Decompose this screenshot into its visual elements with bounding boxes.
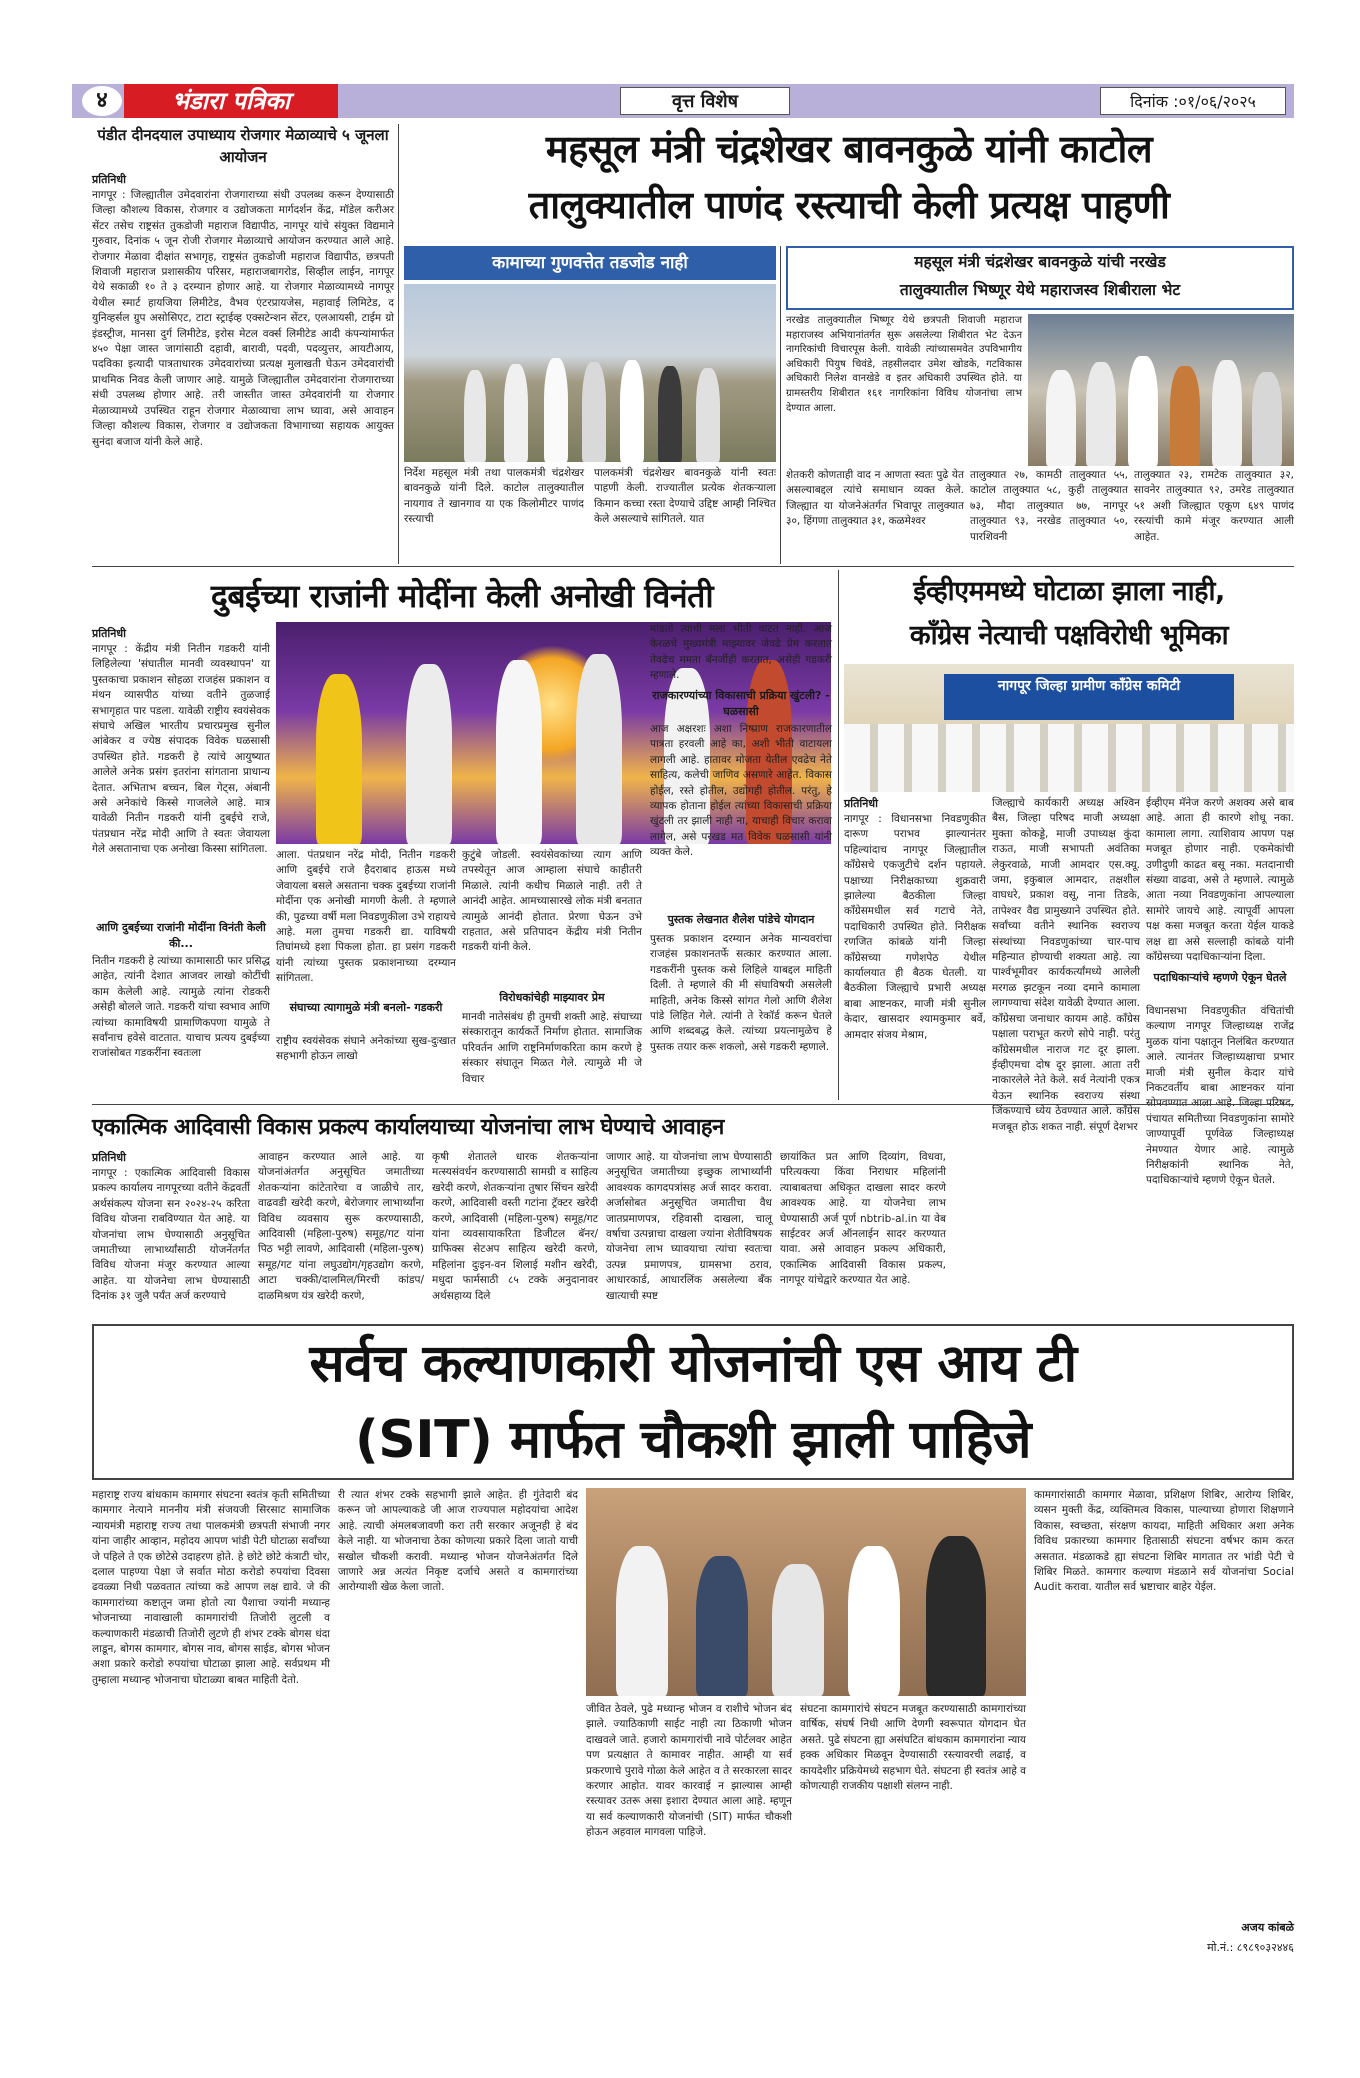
dubai-col1: नागपूर : केंद्रीय मंत्री नितीन गडकरी यांनी लिहिलेल्या 'संघातील मानवी व्यवस्थापन' या पुस्तकाचा प्रकाशन सोहळा राजहंस प्रकाशन व मंथन व्यासपीठ यांच्या वतीने तुळजाई सभागृहात पार पडला. यावेळी राष्ट्रीय स्वयंसेवक संघाचे अखिल भारतीय प्रचारप्रमुख सुनील आंबेकर व ज्येष्ठ संपादक विवेक घळसासी उपस्थित होते. गडकरी हे त्यांचे आयुष्यात आलेले अनेक प्रसंग इतरांना सांगताना प्राधान्य देतात. अभिताभ बच्चन, बिल गेट्स, अंबानी असे अनेकांचे किस्से गाजलेले आहे. मात्र यावेळी नितीन गडकरी यांनी दुबईचे राजे, पंतप्रधान नरेंद्र मोदी आणि ते स्वतः जेवायला गेले असतानाचा एक अनोखा किस्सा सांगितला. [92,643,270,856]
sit-mobile: मो.नं.: ८९८९०३२४४६ [1207,1941,1294,1954]
evm-col3: ईव्हीएम मॅनेज करणे अशक्य असे बाब आहे. आता ही कारणे शोधू नका. कामाला लागा. त्याशिवाय आपण पक्ष मजबूत होणार नाही. एकमेकांची उणीदुणी काढत बसू नका. मतदानाची संख्या वाढवा, असे ते म्हणाले. त्यामुळे आता नव्या निवडणुकांना आपल्याला सामोरे जायचे आहे. त्यापूर्वी आपला पक्ष कसा मजबूत करता येईल याकडे लक्ष द्या असे सल्लाही कांबळे यांनी काँग्रेसच्या पदाधिकाऱ्यांना दिला. [1146,797,1294,964]
tribal-col5: छायांकित प्रत आणि दिव्यांग, विधवा, परित्यक्त्या किंवा निराधार महिलांनी त्याबाबतचा अधिकृत दाखला सादर करणे आवश्यक आहे. या योजनेचा लाभ घेण्यासाठी अर्ज पूर्ण nbtrib-al.in या वेब साईटवर अर्ज ऑनलाईन सादर करण्यात यावा. असे आवाहन प्रकल्प अधिकारी, एकात्मिक आदिवासी विकास प्रकल्प, नागपूर यांचेद्वारे करण्यात येत आहे. [780,1151,946,1287]
sit-headline-box [92,1324,1294,1480]
sit-signature: अजय कांबळे [1241,1921,1294,1934]
job-fair-byline: प्रतिनिधी [92,173,126,186]
sit-col5: कामगारांसाठी कामगार मेळावा, प्रशिक्षण शिबिर, आरोग्य शिबिर, व्यसन मुक्ती केंद्र, व्यक्तिमत्व विकास, पाल्याच्या होणारा शिक्षणाने विकास, स्वच्छता, संरक्षण कायदा, माहिती अधिकार अशा अनेक विविध प्रकारच्या कामगार हितासाठी संघटना वर्षभर काम करत असतात. मंडळाकडे ह्या संघटना शिबिर मागतात तर भांडी पेटी चे शिबिर मिळते. कामगार कल्याण मंडळाने सर्व योजनांचा Social Audit करावा. यातील सर्व भ्रष्टाचार बाहेर येईल. [1034,1489,1294,1594]
tribal-col1: नागपूर : एकात्मिक आदिवासी विकास प्रकल्प कार्यालय नागपूरच्या वतीने केंद्रवर्ती अर्थसंकल्प योजना सन २०२४-२५ करिता विविध योजना राबविण्यात येत आहे. या योजनांचा लाभ घेण्यासाठी अनुसूचित जमातीच्या लाभार्थ्यांसाठी योजनेंतर्गत विविध योजना मंजूर करण्यात आल्या आहेत. या योजनेचा लाभ घेण्यासाठी दिनांक ३१ जुलै पर्यंत अर्ज करण्याचे [92,1167,250,1303]
dubai-headline: दुबईच्या राजांनी मोदींना केली अनोखी विनंती [210,577,714,615]
tribal-col3: कृषी शेतातले धारक शेतकऱ्यांना मत्स्यसंवर्धन करण्यासाठी सामग्री व साहित्य खरेदी करणे, शेतकऱ्यांना तुषार सिंचन खरेदी करणे, आदिवासी वस्ती गटांना ट्रॅक्टर खरेदी करणे, आदिवासी (महिला-पुरुष) समूह/गट यांना व्यवसायाकरिता डिजीटल बॅनर/ग्राफिक्स सेटअप साहित्य खरेदी करणे, महिलांना दुःइन-वन शिलाई मशीन खरेदी, मधुदा फार्मसाठी ८५ टक्के अनुदानावर अर्थसहाय्य दिले [432,1151,598,1302]
evm-photo-banner: नागपूर जिल्हा ग्रामीण काँग्रेस कमिटी [944,674,1234,720]
job-fair-headline: पंडीत दीनदयाल उपाध्याय रोजगार मेळाव्याचे ५ जूनला आयोजन [97,126,389,166]
dubai-col2: आला. पंतप्रधान नरेंद्र मोदी, नितीन गडकरी आणि दुबईचे राजे हैदराबाद हाऊस मध्ये जेवायला बसले असताना चक्क दुबईच्या राजांनी मोदींना एक अनोखी मागणी केली. ते म्हणाले की, पुढच्या वर्षी मला निवडणुकीला उभे राहायचे आहे. मला तुमचा गडकरी द्या. याविषयी तिघांमध्ये हशा पिकला होता. हा प्रसंग गडकरी यांनी त्यांच्या पुस्तक प्रकाशनाच्या दरम्यान सांगितला. [276,849,456,985]
dubai-sub3: विरोधकांचेही माझ्यावर प्रेम [499,991,605,1004]
column-divider [398,124,399,564]
page-number: ४ [82,86,122,116]
evm-col3b: विधानसभा निवडणुकीत वंचितांची कल्याण नागपूर जिल्हाध्यक्ष राजेंद्र मुळक यांना पक्षातून निलंबित करण्यात आले. त्यानंतर जिल्हाध्यक्षाचा प्रभार माजी मंत्री सुनील केदार यांचे निकटवर्तीय बाबा आष्टनकर यांना सोपवण्यात आला आहे. जिल्हा परिषद, पंचायत समितीच्या निवडणुकांना सामोरे जाण्यापूर्वी पूर्णवेळ जिल्हाध्यक्ष नेमण्यात येणार आहे. त्यामुळे निरीक्षकांनी स्थानिक नेते, पदाधिकाऱ्यांचे म्हणणे ऐकून घेतले. [1146,1005,1294,1187]
section-label: वृत्त विशेष [620,87,790,115]
dubai-byline: प्रतिनिधी [92,627,126,640]
evm-byline: प्रतिनिधी [844,797,878,810]
tribal-headline: एकात्मिक आदिवासी विकास प्रकल्प कार्यालयाच्या योजनांचा लाभ घेण्याचे आवाहन [92,1115,724,1140]
narkhed-headline-line1: महसूल मंत्री चंद्रशेखर बावनकुळे यांची नरखेड [914,253,1166,271]
katol-caption: निर्देश महसूल मंत्री तथा पालकमंत्री चंद्रशेखर बावनकुळे यांनी दिले. काटोल तालुक्यातील नायगाव ते खानगाव या एक किलोमीटर पाणंद रस्त्याची [404,467,584,526]
dubai-col3b: मानवी नातेसंबंध ही तुमची शक्ती आहे. संघाच्या संस्कारातून कार्यकर्ते निर्माण होतात. सामाजिक परिवर्तन आणि राष्ट्रनिर्माणकरिता काम करणे हे संस्कार संघातून मिळत गेले. त्यामुळे मी जे विचार [462,1011,642,1085]
sit-col3: जीवित ठेवले, पुढे मध्यान्ह भोजन व राशीचे भोजन बंद झाले. ज्याठिकाणी साईट नाही त्या ठिकाणी भोजन दाखवले जाते. हजारो कामगारांची नावे पोर्टलवर आहेत पण प्रत्यक्षात ते कामावर नाहीत. आम्ही या सर्व प्रकरणाचे पुरावे गोळा केले आहेत व ते सरकारला सादर करणार आहोत. यावर कारवाई न झाल्यास आम्ही रस्त्यावर उतरू असा इशारा देण्यात आला आहे. म्हणून या सर्व कल्याणकारी योजनांची (SIT) मार्फत चौकशी होऊन अहवाल मागवला पाहिजे. [586,1703,792,1839]
section-divider [92,566,1294,567]
dubai-col3: कुटुंबे जोडली. स्वयंसेवकांच्या त्याग आणि तपस्येतून आज आम्हाला संघाचे काहीतरी मिळाले. त्यांनी कधीच मिळाले नाही. तरी ते आनंदी आहेत. आमच्यासारखे लोक मंत्री बनतात त्यामुळे आनंदी होतात. प्रेरणा घेऊन उभे राहतात, असे प्रतिपादन केंद्रीय मंत्री नितीन गडकरी यांनी केले. [462,849,642,954]
dubai-sub1: आणि दुबईच्या राजांनी मोदींना विनंती केली की... [96,921,266,950]
katol-photo [404,284,776,462]
dubai-col2b: राष्ट्रीय स्वयंसेवक संघाने अनेकांच्या सुख-दुःखात सहभागी होऊन लाखो [276,1035,456,1063]
narkhed-photo [1028,314,1294,466]
narkhed-col-c: तालुक्यात २३, रामटेक तालुक्यात ३२, सावनेर तालुक्यात ९२, उमरेड तालुक्यात ५१ अशी जिल्ह्यात एकूण ६४९ पाणंद रस्त्यांची कामे मंजूर करण्यात आली आहेत. [1134,469,1294,543]
dubai-sub5: पुस्तक लेखनात शैलेश पांडेचे योगदान [667,913,815,926]
narkhed-headline-line2: तालुक्यातील भिष्णूर येथे महाराजस्व शिबीराला भेट [899,281,1181,299]
narkhed-headline-box [786,246,1294,310]
column-divider [838,570,839,1100]
section-divider [92,1104,1294,1105]
job-fair-body: नागपूर : जिल्ह्यातील उमेदवारांना रोजगाराच्या संधी उपलब्ध करून देण्यासाठी जिल्हा कौशल्य विकास, रोजगार व उद्योजकता मार्गदर्शन केंद्र, मॉडेल करीअर सेंटर तसेच राष्ट्रसंत तुकडोजी महाराज विद्यापीठ, नागपूर यांचे संयुक्त विद्यमाने गुरुवार, दिनांक ५ जून रोजी रोजगार मेळाव्याचे आयोजन करण्यात आले आहे. रोजगार मेळावा दीक्षांत सभागृह, राष्ट्रसंत तुकडोजी महाराज विद्यापीठ, छत्रपती शिवाजी महाराज प्रशासकीय परिसर, महाराजबागरोड, सिव्हील लाईन, नागपूर येथे सकाळी १० ते ३ दरम्यान होणार आहे. या रोजगार मेळाव्यामध्ये नागपूर येथील स्मार्ट हायजिया लिमीटेड, वैभव एंटरप्रायजेस, महावाई लिमिटेड, द युनिव्हर्सल ग्रुप असोसिएट, टाटा स्ट्राईव्ह एक्सटेन्शन सेंटर, एलआयसी, टाईम ग्रो इंडस्ट्रीज, मानसा दुर्ग लिमीटेड, इरोस मेटल वर्क्स लिमीटेड आदी कंपन्यांमार्फत ४५० पेक्षा जास्त जागांसाठी दहावी, बारावी, पदवी, पदव्युत्तर, आयटीआय, पदविका इत्यादी पात्रताधारक उमेदवारांच्या प्रत्यक्ष मुलाखती घेऊन उमेदवारांची प्राथमिक निवड केली जाणार आहे. यामुळे जिल्ह्यातील उमेदवारांना रोजगाराच्या संधी उपलब्ध होणार आहे. तरी जास्तीत जास्त उमेदवारांनी या रोजगार मेळाव्यामध्ये उपस्थित राहून रोजगार मेळाव्याचा लाभ घ्यावा, असे आवाहन जिल्हा कौशल्य विकास, रोजगार व उद्योजकता विभागाच्या सहायक आयुक्त सुनंदा बजाज यांनी केले आहे. [92,189,394,448]
narkhed-body: नरखेड तालुक्यातील भिष्णूर येथे छत्रपती शिवाजी महाराज महाराजस्व अभियानांतर्गत सुरू असलेल्या शिबीरात भेट देऊन नागरिकांची विचारपूस केली. यावेळी त्यांच्यासमवेत उपविभागीय अधिकारी पियुष चिवंडे, तहसीलदार उमेश खोडके, गटविकास अधिकारी निलेश वानखेडे व इतर अधिकारी उपस्थित होते. या ग्रामस्तरीय शिबीरात १६१ नागरिकांना विविध योजनांचा लाभ देण्यात आला. [786,315,1022,414]
evm-headline-line2: काँग्रेस नेत्याची पक्षविरोधी भूमिका [909,620,1229,651]
sit-col2: री त्यात शंभर टक्के सहभागी झाले आहेत. ही गुंतेदारी बंद करून जो आपल्याकडे जी आज राज्यपाल महोदयांचा आदेश आहे. त्याची अंमलबजावणी करा तरी सरकार अजूनही हे बंद केले नाही. या भोजनाचा ठेका कोणत्या प्रकारे दिला जातो याची सखोल चौकशी करावी. मध्यान्ह भोजन योजनेअंतर्गत दिले जाणारे अन्न अत्यंत निकृष्ट दर्जाचे असते व कामगारांच्या आरोग्याशी खेळ केला जातो. [338,1489,578,1594]
dubai-col4c: पुस्तक प्रकाशन दरम्यान अनेक मान्यवरांचा राजहंस प्रकाशनतर्फे सत्कार करण्यात आला. गडकरींनी पुस्तक कसे लिहिले याबद्दल माहिती दिली. ते म्हणाले की मी संघाविषयी असलेली माहिती, अनेक किस्से सांगत गेलो आणि शैलेश पांडे लिहित गेले. त्यांनी ते रेकॉर्ड करून घेतले आणि शब्दबद्ध केले. त्यांच्या प्रयत्नामुळेच हे पुस्तक तयार करू शकलो, असे गडकरी म्हणाले. [650,933,832,1053]
issue-date: दिनांक :०१/०६/२०२५ [1100,87,1286,115]
dubai-col4b: आज अक्षरशः अशा निष्प्राण राजकारणातील पात्रता हरवली आहे का, अशी भीती वाटायला लागली आहे. हातावर मोजता येतील एवढेच नेते साहित्य, कलेची जाणिव असणारे आहेत. विकास होईल, रस्ते होतील, उद्योगही होतील. परंतु, हे व्यापक होताना होईल त्यांच्या विकासाची प्रक्रिया खुंटली तर झाली नाही ना, याचाही विचार करावा लागेल, असे परखड मत विवेक घळसासी यांनी व्यक्त केले. [650,723,832,859]
dubai-col1b: नितीन गडकरी हे त्यांच्या कामासाठी फार प्रसिद्ध आहेत, त्यांनी देशात आजवर लाखो कोटींची काम केलेली आहे. त्यामुळे त्यांना रोडकरी असेही बोलले जाते. गडकरी यांचा स्वभाव आणि त्यांच्या कामाविषयी प्रामाणिकपणा यामुळे ते सर्वांनाच हवेसे वाटतात. याचाच प्रत्यय दुबईच्या राजांसोबत गडकरींना स्वतःला [92,955,270,1060]
paper-name: भंडारा पत्रिका [124,84,338,118]
katol-headline-line1: महसूल मंत्री चंद्रशेखर बावनकुळे यांनी काटोल [545,127,1153,171]
narkhed-col-b: तालुक्यात २७, कामठी तालुक्यात ५५, काटोल तालुक्यात ५८, कुही तालुक्यात ७३, मौदा तालुक्यात ७७, नागपूर तालुक्यात ९३, नरखेड तालुक्यात ५०, पारशिवनी [970,469,1128,543]
katol-subhead: कामाच्या गुणवत्तेत तडजोड नाही [404,246,776,280]
sit-col1: महाराष्ट्र राज्य बांधकाम कामगार संघटना स्वतंत्र कृती समितीच्या कामगार नेत्याने माननीय मंत्री संजयजी सिरसाट सामाजिक न्यायमंत्री महाराष्ट्र राज्य तथा पालकमंत्री छत्रपती संभाजी नगर यांना जाहीर आव्हान, महोदय आपण भांडी पेटी घोटाळा सर्वांच्या जे पहिले ते एक छोटेसे उदाहरण होते. हे छोटे छोटे कंत्राटी चोर, दलाल पाहण्या पेक्षा जे सर्वात मोठा करोडो रुपयांचा दिवसा ढवळ्या निधी पळवतात त्यांच्या कडे आपण लक्ष द्यावे. जे की कामगारांच्या कष्टातून जमा होतो त्या पैशाचा ज्यांनी मध्यान्ह भोजनाच्या नावाखाली कामगारांची तिजोरी लुटली व कल्याणकारी मंडळाची तिजोरी लुटणे ही शंभर टक्के बोगस धंदा लाडून, बोगस कामगार, बोगस नाव, बोगस साईड, बोगस भोजन अशा प्रकारे करोडो रुपयांचा घोटाळा झाला आहे. सर्वप्रथम मी तुम्हाला मध्यान्ह भोजनाचा घोटाळ्या बाबत माहिती देतो. [92,1489,330,1686]
evm-col1: नागपूर : विधानसभा निवडणुकीत दारूण पराभव झाल्यानंतर पहिल्यांदाच नागपूर जिल्ह्यातील काँग्रेसचे एकजुटीचे दर्शन पहायले. पक्षाच्या निरीक्षकाच्या शुक्रवारी झालेल्या बैठकीला जिल्हा काँग्रेसमधील सर्व गटाचे नेते, पदाधिकारी उपस्थित होते. निरीक्षक रणजित कांबळे यांनी जिल्हा काँग्रेसच्या गणेशपेठ येथील कार्यालयात ही बैठक घेतली. या बैठकीला जिल्ह्याचे प्रभारी अध्यक्ष बाबा आष्टनकर, माजी मंत्री सुनील केदार, खासदार श्यामकुमार बर्वे, आमदार संजय मेश्राम, [844,813,986,1041]
evm-col2: जिल्ह्याचे कार्यकारी अध्यक्ष अश्विन बैस, जिल्हा परिषद माजी अध्यक्षा मुक्ता कोकड्डे, माजी उपाध्यक्ष कुंदा राऊत, माजी सभापती अवंतिका लेकुरवाळे, माजी आमदार एस.क्यू. जमा, इकुबाल आमदार, तक्षशील वाघधरे, प्रकाश वसू, नाना तिडके, तापेश्वर वैद्य प्रामुख्याने उपस्थित होते. सर्वांच्या वतीने स्थानिक स्वराज्य संस्थांच्या निवडणुकांच्या चार-पाच महिन्यात होण्याची शक्यता आहे. त्या पार्श्वभूमीवर कार्यकर्त्यांमध्ये आलेली मरगळ झटकून नव्या दमाने कामाला लागण्याचा संदेश यावेळी देण्यात आला. काँग्रेसचा जनाधार कायम आहे. काँग्रेस पक्षाला पराभूत करणे सोपे नाही. परंतु काँग्रेसमधील नाराज गट दूर झाला. ईव्हीएमचा दोष दूर झाला. आता तरी नाकारलेले नेते केले. सर्व नेत्यांनी एकत्र येऊन स्थानिक स्वराज्य संस्था जिंकण्याचे ध्येय ठेवण्यात आले. काँग्रेस मजबूत होऊ शकत नाही. संपूर्ण देशभर [992,797,1140,1133]
sit-photo [586,1488,1026,1696]
tribal-col2: आवाहन करण्यात आले आहे. या योजनांअंतर्गत अनुसूचित जमातीच्या शेतकऱ्यांना कांटेतारेचा व जाळीचे तार, वाढवडी खरेदी करणे, बेरोजगार लाभार्थ्यांना विविध व्यवसाय सुरू करण्यासाठी, आदिवासी (महिला-पुरुष) समूह/गट यांना पिठ भट्टी लावणे, आदिवासी (महिला-पुरुष) समूह/गट यांना लघुउद्योग/गृहउद्योग करणे, आटा चक्की/दालमिल/मिरची कांडप/दाळमिश्रण यंत्र खरेदी करणे, [258,1151,424,1302]
dubai-sub4: राजकारण्यांच्या विकासाची प्रक्रिया खुंटली? - घळसासी [652,689,830,718]
evm-sub1: पदाधिकाऱ्यांचे म्हणणे ऐकून घेतले [1153,971,1287,984]
tribal-col4: जाणार आहे. या योजनांचा लाभ घेण्यासाठी अनुसूचित जमातीच्या इच्छुक लाभार्थ्यांनी आवश्यक कागदपत्रांसह अर्ज सादर करावा. अर्जासोबत अनुसूचित जमातीचा वैध जातप्रमाणपत्र, रहिवासी दाखला, चालू वर्षाचा उत्पन्नाचा दाखला ज्यांना शेतीविषयक योजनेचा लाभ घ्यावयाचा त्यांचा स्वतःचा उत्पन्न प्रमाणपत्र, ग्रामसभा ठराव, आधारकार्ड, आधारलिंक असलेल्या बँक खात्याची स्पष्ट [606,1151,772,1302]
sit-col4: संघटना कामगारांचे संघटन मजबूत करण्यासाठी कामगारांच्या वार्षिक, संघर्ष निधी आणि देणगी स्वरूपात योगदान घेत असते. पुढे संघटना ह्या असंघटित बांधकाम कामगारांना न्याय हक्क अधिकार मिळवून देण्यासाठी रस्त्यावरची लढाई, व कायदेशीर प्रक्रियेमध्ये सहभाग घेते. संघटना ही स्वतंत्र आहे व कोणत्याही राजकीय पक्षाशी संलग्न नाही. [800,1703,1026,1793]
narkhed-col-a: शेतकरी कोणताही वाद न आणता स्वतः पुढे येत असल्याबद्दल त्यांचे समाधान व्यक्त केले. जिल्ह्यात या योजनेअंतर्गत भिवापूर तालुक्यात ३०, हिंगणा तालुक्यात ३१, कळमेश्वर [786,469,964,528]
column-divider [780,246,781,564]
dubai-sub2: संघाच्या त्यागामुळे मंत्री बनलो- गडकरी [289,1001,443,1014]
katol-headline-line2: तालुक्यातील पाणंद रस्त्याची केली प्रत्यक्ष पाहणी [528,183,1170,227]
tribal-byline: प्रतिनिधी [92,1151,126,1164]
katol-col3: पालकमंत्री चंद्रशेखर बावनकुळे यांनी स्वतः पाहणी केली. राज्यातील प्रत्येक शेतकऱ्याला किमान कच्चा रस्ता देण्याचे उद्दिष्ट आम्ही निश्चित केले असल्याचे सांगितले. यात [594,467,776,526]
sit-headline-line1: सर्वच कल्याणकारी योजनांची एस आय टी [309,1334,1077,1394]
evm-headline-line1: ईव्हीएममध्ये घोटाळा झाला नाही, [913,576,1225,607]
sit-headline-line2: (SIT) मार्फत चौकशी झाली पाहिजे [355,1410,1031,1470]
dubai-col4: मांडतो त्याची मला भीती वाटत नाही. आज केरळचे मुख्यमंत्री माझ्यावर जेवढे प्रेम करतात तेवढेच ममता बॅनर्जीही करतात, असेही गडकरी म्हणाले. [650,623,832,682]
katol-text-block [404,466,776,562]
evm-photo [844,664,1294,792]
